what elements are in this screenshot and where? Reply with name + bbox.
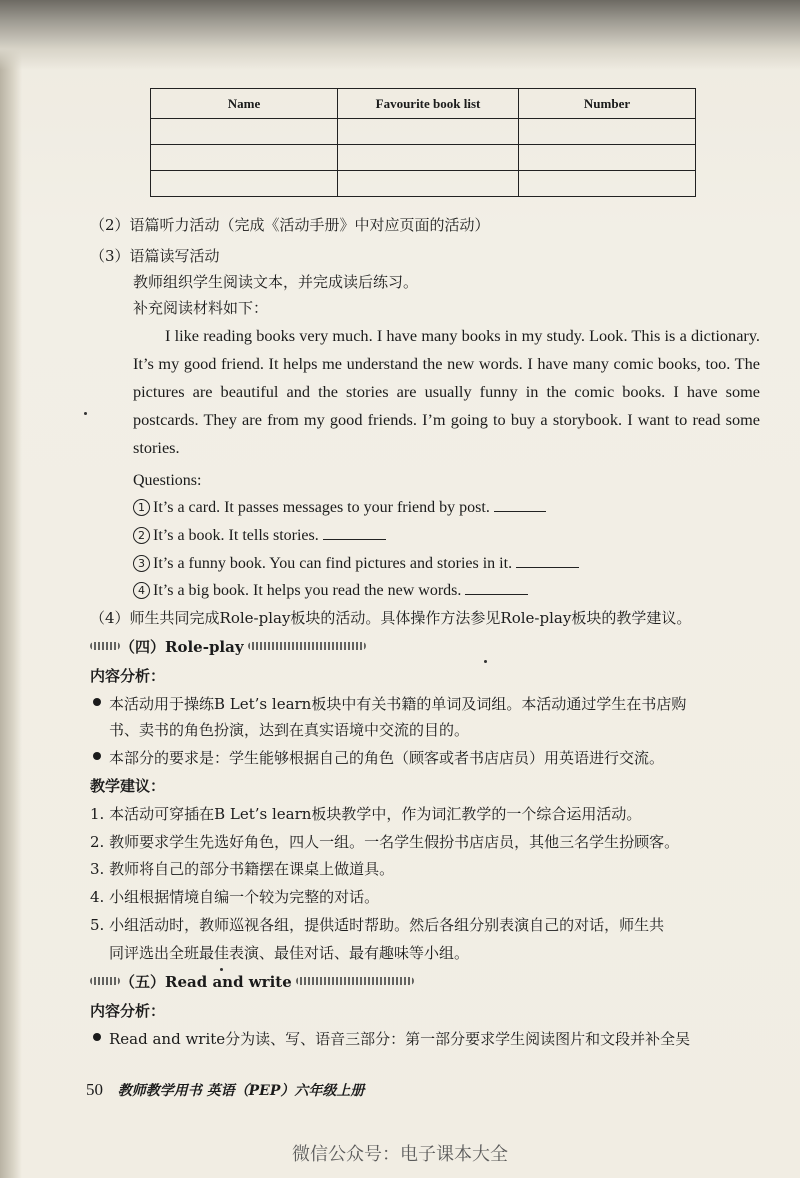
tip-1: 1. 本活动可穿插在B Let’s learn板块教学中，作为词汇教学的一个综合运用活动。 [90,805,642,823]
questions-label: Questions: [133,472,202,489]
bullet-2-text: 本部分的要求是：学生能够根据自己的角色（顾客或者书店店员）用英语进行交流。 [109,749,665,767]
bullet-icon [93,1033,101,1041]
question-number-2: 2 [133,527,150,544]
question-1 [133,497,546,518]
answer-blank-2 [323,525,386,540]
content-analysis-heading-2: 内容分析： [90,1002,166,1020]
question-number-4: 4 [133,582,150,599]
bullet-3-text: Read and write分为读、写、语音三部分：第一部分要求学生阅读图片和文段并补全吴 [109,1030,691,1048]
item-3-description-2: 补充阅读材料如下： [133,299,269,317]
bullet-2 [93,748,664,768]
page-number: 50 [86,1080,103,1099]
content-analysis-heading: 内容分析： [90,667,166,685]
table-row [151,119,696,145]
question-2 [133,525,386,546]
item-4-role-play: （4）师生共同完成Role-play板块的活动。具体操作方法参见Role-play板块的教学建议。 [90,609,692,627]
watermark-text: 微信公众号：电子课本大全 [292,1144,508,1165]
section-4-heading [90,637,366,657]
table-cell [519,119,696,145]
wave-decoration-right [296,977,414,985]
table-cell [519,171,696,197]
table-header-book-list: Favourite book list [338,89,519,119]
question-4-text: It’s a big book. It helps you read the new words. [153,582,462,599]
wave-decoration-left [90,977,120,985]
question-1-text: It’s a card. It passes messages to your friend by post. [153,499,490,516]
tip-2: 2. 教师要求学生先选好角色，四人一组。一名学生假扮书店店员，其他三名学生扮顾客。 [90,833,680,851]
speck-mark [484,660,487,663]
question-3-text: It’s a funny book. You can find pictures and stories in it. [153,555,513,572]
answer-blank-1 [494,497,546,512]
question-4 [133,580,528,601]
bullet-3 [93,1029,690,1049]
item-3-reading-writing: （3）语篇读写活动 [90,247,220,265]
question-3 [133,553,579,574]
teaching-tips-heading: 教学建议： [90,777,166,795]
table-header-number: Number [519,89,696,119]
speck-mark [84,412,87,415]
page-edge-shadow [0,0,22,1178]
table-cell [338,119,519,145]
item-3-description-1: 教师组织学生阅读文本，并完成读后练习。 [133,273,419,291]
page-top-shadow [0,0,800,70]
answer-blank-3 [516,553,579,568]
bullet-1-line-1 [93,694,686,714]
table-cell [151,145,338,171]
table-header-row [151,89,696,119]
tip-5-continued: 同评选出全班最佳表演、最佳对话、最有趣味等小组。 [109,944,470,962]
table-cell [338,145,519,171]
tip-3: 3. 教师将自己的部分书籍摆在课桌上做道具。 [90,860,395,878]
tip-5: 5. 小组活动时，教师巡视各组，提供适时帮助。然后各组分别表演自己的对话，师生共 [90,916,665,934]
table-cell [151,119,338,145]
book-title: 教师教学用书 英语（PEP）六年级上册 [117,1083,365,1099]
section-4-title: （四）Role-play [120,638,244,656]
table-cell [338,171,519,197]
question-number-1: 1 [133,499,150,516]
page-footer [86,1080,364,1101]
answer-blank-4 [465,580,528,595]
table-cell [151,171,338,197]
table-cell [519,145,696,171]
reading-passage: I like reading books very much. I have many books in my study. Look. This is a dictionary. It’s my good friend. It helps me understand the new words. I have many comic books, too. The pictures are beautiful and the stories are usually funny in the comic books. I have some postcards. They are from my good friends. I’m going to buy a storybook. I want to read some stories. [133,326,760,457]
question-number-3: 3 [133,555,150,572]
speck-mark [220,968,223,971]
bullet-icon [93,752,101,760]
bullet-1-line-2: 书、卖书的角色扮演，达到在真实语境中交流的目的。 [109,721,470,739]
question-2-text: It’s a book. It tells stories. [153,527,319,544]
wave-decoration-right [248,642,366,650]
table-header-name: Name [151,89,338,119]
wave-decoration-left [90,642,120,650]
section-5-title: （五）Read and write [120,973,292,991]
table-row [151,145,696,171]
bullet-1-text: 本活动用于操练B Let’s learn板块中有关书籍的单词及词组。本活动通过学生在书店购 [109,695,687,713]
tip-4: 4. 小组根据情境自编一个较为完整的对话。 [90,888,380,906]
item-2-listening: （2）语篇听力活动（完成《活动手册》中对应页面的活动） [90,216,490,234]
section-5-heading [90,972,414,992]
table-row [151,171,696,197]
favourite-book-table [150,88,696,197]
bullet-icon [93,698,101,706]
